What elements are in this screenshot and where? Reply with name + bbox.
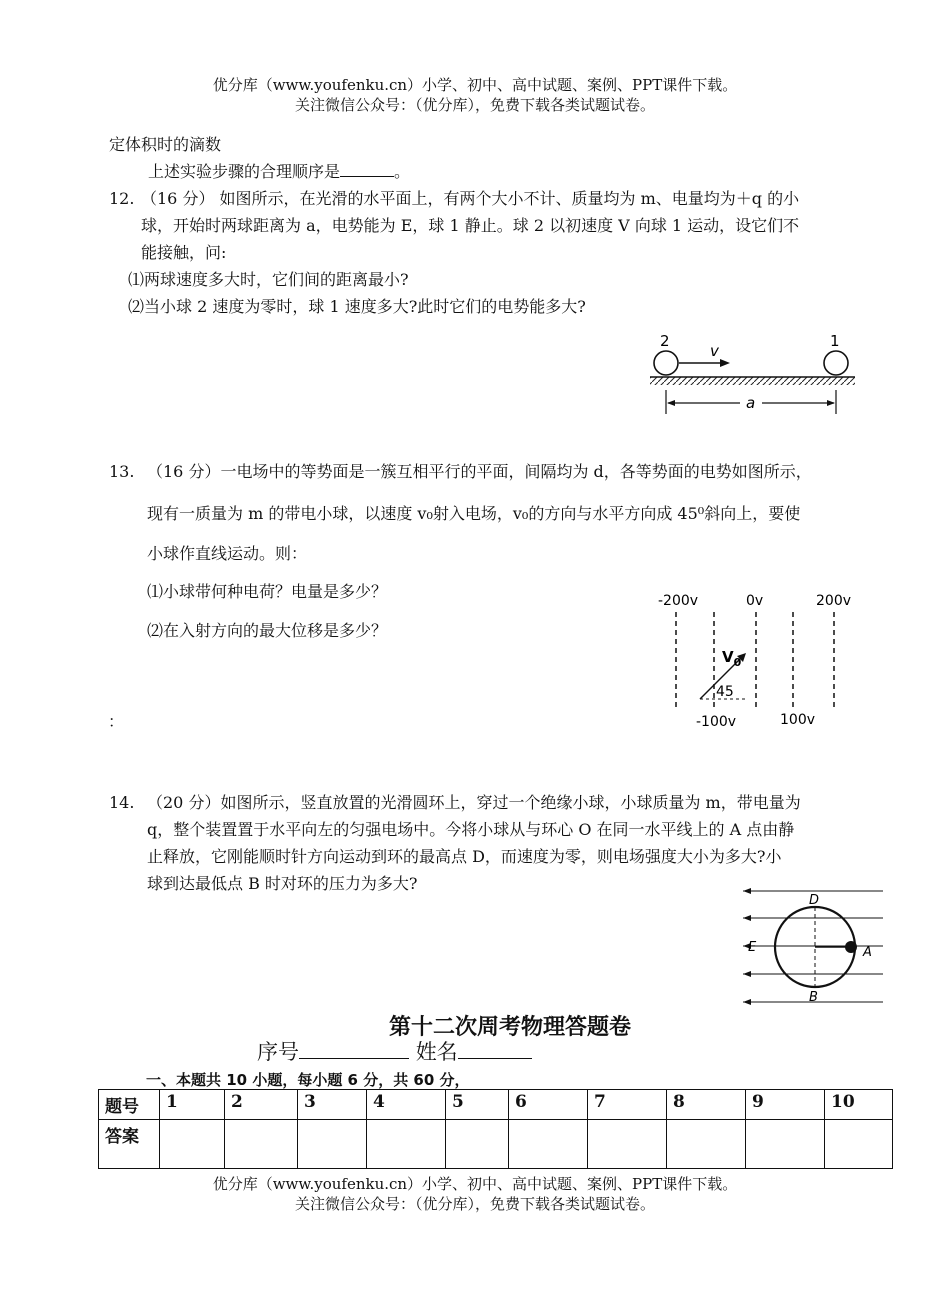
q13-label-minus100: -100v [696,714,737,730]
q13-sub-1: ⑴小球带何种电荷？电量是多少？ [147,582,388,601]
q12-ball-1 [824,351,848,375]
q13-vector-subscript: 0 [733,656,742,669]
q12-distance-label: a [746,394,756,412]
q14-field-arrow-5 [743,999,751,1005]
q14-line-1: （20 分）如图所示，竖直放置的光滑圆环上，穿过一个绝缘小球，小球质量为 m，带电量为 [147,793,801,812]
q11-order-prompt: 上述实验步骤的合理顺序是 [148,162,341,181]
row-header-cell: 题号 [99,1090,160,1120]
footer-line-2: 关注微信公众号：（优分库），免费下载各类试题试卷。 [294,1195,655,1213]
q14-label-b: B [809,990,818,1005]
q14-field-arrow-2 [743,915,751,921]
q12-figure [640,328,870,420]
q14-line-3: 止释放，它刚能顺时针方向运动到环的最高点 D，而速度为零，则电场强度大小为多大?小 [147,847,782,866]
q14-label-e: E [748,940,757,955]
q14-label-a: A [863,945,872,960]
answer-cell[interactable] [667,1120,746,1169]
question-number-cell: 10 [825,1090,893,1120]
q12-ball-1-label: 1 [830,332,840,350]
answer-cell[interactable] [588,1120,667,1169]
q12-number: 12. [109,189,135,208]
question-number-cell: 1 [160,1090,225,1120]
q13-vector-label [722,648,742,669]
question-number-cell: 3 [298,1090,367,1120]
answer-cell[interactable] [509,1120,588,1169]
q13-figure [650,586,870,736]
q13-stray-mark: ： [108,712,125,731]
q13-vector-letter: V [722,648,734,666]
question-number-cell: 2 [225,1090,298,1120]
q14-label-d: D [809,893,820,908]
answer-table-number-row [99,1090,893,1120]
seq-blank[interactable] [299,1058,409,1059]
q14-figure [738,886,888,1008]
q11-order-period: 。 [394,162,411,181]
q11-order-blank[interactable] [340,176,394,177]
q13-label-0: 0v [746,593,764,609]
q12-sub-2: ⑵当小球 2 速度为零时，球 1 速度多大?此时它们的电势能多大? [128,297,586,316]
q13-line-2: 现有一质量为 m 的带电小球，以速度 v₀射入电场，v₀的方向与水平方向成 45⁰斜向上，要使 [147,504,801,523]
question-number-cell: 5 [446,1090,509,1120]
answer-cell[interactable] [367,1120,446,1169]
name-blank[interactable] [458,1058,532,1059]
q13-number: 13. [109,462,135,481]
q13-angle-label: 45 [716,684,734,700]
question-number-cell: 8 [667,1090,746,1120]
q12-sub-1: ⑴两球速度多大时，它们间的距离最小? [128,270,409,289]
answer-sheet-sign-line [257,1036,532,1066]
q14-number: 14. [109,793,135,812]
q12-line-2: 球，开始时两球距离为 a，电势能为 E，球 1 静止。球 2 以初速度 V 向球 1 运动，设它们不 [141,216,800,235]
answer-cell[interactable] [160,1120,225,1169]
answer-table-answer-row [99,1120,893,1169]
answer-header-cell: 答案 [99,1120,160,1169]
answer-table [98,1089,893,1169]
q12-ball-2-label: 2 [660,332,670,350]
question-number-cell: 6 [509,1090,588,1120]
q14-ball [845,941,857,953]
q13-label-minus200: -200v [658,593,699,609]
q14-field-arrow-4 [743,971,751,977]
header-line-1: 优分库（www.youfenku.cn）小学、初中、高中试题、案例、PPT课件下载。 [212,76,738,94]
q12-ball-2 [654,351,678,375]
q12-velocity-arrowhead [720,359,730,367]
q11-tail-line-2 [148,158,410,185]
question-number-cell: 4 [367,1090,446,1120]
q14-line-4: 球到达最低点 B 时对环的压力为多大? [147,874,418,893]
q13-label-200: 200v [816,593,852,609]
question-number-cell: 9 [746,1090,825,1120]
q12-dim-arrow-left [667,400,675,406]
q12-dim-arrow-right [827,400,835,406]
seq-label: 序号 [257,1040,299,1064]
name-label: 姓名 [415,1040,458,1064]
answer-cell[interactable] [746,1120,825,1169]
answer-cell[interactable] [225,1120,298,1169]
q12-velocity-label: v [710,342,719,360]
q13-line-3: 小球作直线运动。则： [147,544,308,563]
q13-line-1: （16 分）一电场中的等势面是一簇互相平行的平面，间隔均为 d，各等势面的电势如图所示， [147,462,812,481]
section-one-heading: 一、本题共 10 小题，每小题 6 分，共 60 分， [146,1071,470,1089]
q12-line-1: （16 分） 如图所示，在光滑的水平面上，有两个大小不计、质量均为 m、电量均为＋q 的小 [141,189,800,208]
q13-label-100: 100v [780,712,816,728]
header-line-2: 关注微信公众号：（优分库），免费下载各类试题试卷。 [294,96,655,114]
q12-line-3: 能接触，问: [141,243,227,262]
answer-sheet-title: 第十二次周考物理答题卷 [388,1014,631,1040]
q14-field-arrow-1 [743,888,751,894]
q14-line-2: q，整个装置置于水平向左的匀强电场中。今将小球从与环心 O 在同一水平线上的 A 点由静 [147,820,795,839]
q13-sub-2: ⑵在入射方向的最大位移是多少？ [147,621,388,640]
question-number-cell: 7 [588,1090,667,1120]
answer-cell[interactable] [298,1120,367,1169]
q11-tail-line-1: 定体积时的滴数 [109,135,222,154]
q12-ground-hatch [650,377,855,385]
answer-cell[interactable] [825,1120,893,1169]
answer-cell[interactable] [446,1120,509,1169]
footer-line-1: 优分库（www.youfenku.cn）小学、初中、高中试题、案例、PPT课件下载。 [212,1175,738,1193]
